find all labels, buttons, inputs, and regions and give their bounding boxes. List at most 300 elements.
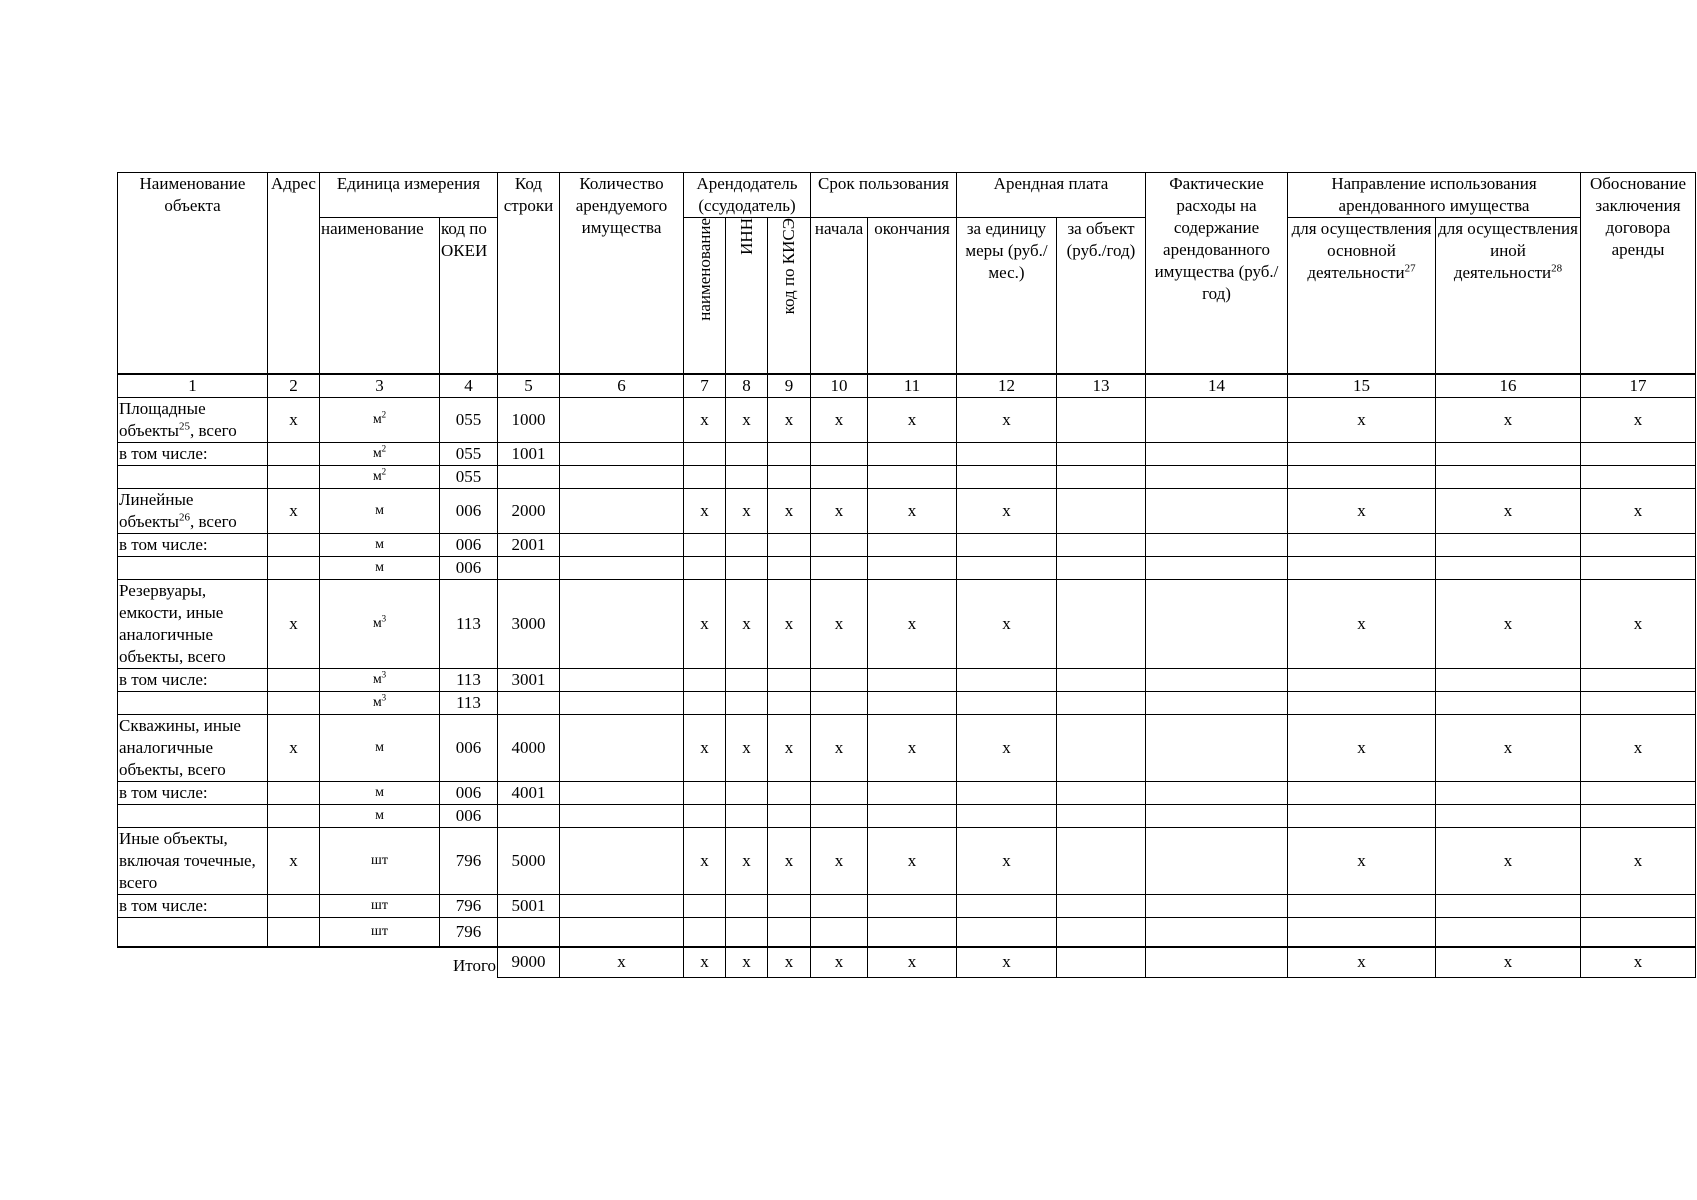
- cell-col-11: [868, 556, 957, 579]
- cell-col-7: x: [684, 579, 726, 668]
- total-row: [118, 947, 1696, 977]
- row-code-cell: 1000: [498, 397, 560, 442]
- header-name: Наименование объекта: [118, 173, 268, 374]
- unit-cell: [320, 894, 440, 917]
- header-justification: Обоснование заключения договора аренды: [1581, 173, 1696, 374]
- unit-name: м: [372, 671, 382, 687]
- okei-code-cell: 006: [440, 556, 498, 579]
- row-code-cell: 3000: [498, 579, 560, 668]
- unit-cell: [320, 917, 440, 947]
- table-row: [118, 714, 1696, 781]
- cell-col-13: [1057, 556, 1146, 579]
- cell-col-8: [726, 894, 768, 917]
- table-row: [118, 465, 1696, 488]
- cell-col-9: x: [768, 488, 811, 533]
- unit-name: м: [375, 784, 384, 800]
- cell-col-7: [684, 465, 726, 488]
- cell-col-14: [1146, 465, 1288, 488]
- unit-cell: [320, 781, 440, 804]
- cell-col-13: [1057, 397, 1146, 442]
- cell-col-14: [1146, 397, 1288, 442]
- quantity-cell: [560, 668, 684, 691]
- okei-code-cell: 006: [440, 533, 498, 556]
- cell-col-13: [1057, 442, 1146, 465]
- quantity-cell: [560, 691, 684, 714]
- column-number: 13: [1057, 374, 1146, 398]
- cell-col-11: x: [868, 714, 957, 781]
- unit-name: м: [372, 615, 382, 631]
- total-cell-9: x: [768, 947, 811, 977]
- column-number: 5: [498, 374, 560, 398]
- header-lessor-kise: код по КИСЭ: [779, 218, 798, 315]
- object-name: в том числе:: [119, 534, 208, 554]
- cell-col-16: [1436, 556, 1581, 579]
- total-cell-12: x: [957, 947, 1057, 977]
- total-row-code: 9000: [498, 947, 560, 977]
- total-cell-11: x: [868, 947, 957, 977]
- column-numbers-row: [118, 374, 1696, 398]
- table-row: [118, 804, 1696, 827]
- unit-name: м: [372, 694, 382, 710]
- address-cell: [268, 894, 320, 917]
- header-direction-other-cell: [1436, 218, 1581, 374]
- cell-col-9: x: [768, 827, 811, 894]
- cell-col-10: [811, 804, 868, 827]
- column-number: 10: [811, 374, 868, 398]
- unit-name: м: [372, 411, 382, 427]
- column-number: 7: [684, 374, 726, 398]
- object-name-suffix: , всего: [189, 420, 237, 440]
- row-code-cell: 2000: [498, 488, 560, 533]
- address-cell: [268, 781, 320, 804]
- quantity-cell: [560, 917, 684, 947]
- unit-exponent: 3: [381, 668, 387, 679]
- cell-col-14: [1146, 917, 1288, 947]
- address-cell: [268, 804, 320, 827]
- total-cell-8: x: [726, 947, 768, 977]
- unit-name: м: [375, 739, 384, 755]
- cell-col-8: x: [726, 579, 768, 668]
- header-lessor-name-cell: [684, 218, 726, 374]
- address-cell: [268, 556, 320, 579]
- header-direction-main-cell: [1288, 218, 1436, 374]
- object-name-cell: [118, 804, 268, 827]
- header-unit-code: код по ОКЕИ: [440, 218, 498, 374]
- cell-col-7: [684, 804, 726, 827]
- cell-col-15: [1288, 781, 1436, 804]
- cell-col-17: [1581, 465, 1696, 488]
- okei-code-cell: 796: [440, 894, 498, 917]
- okei-code-cell: 006: [440, 488, 498, 533]
- cell-col-7: [684, 781, 726, 804]
- row-code-cell: [498, 917, 560, 947]
- table-row: [118, 397, 1696, 442]
- cell-col-9: [768, 691, 811, 714]
- header-lessor-name: наименование: [694, 218, 714, 321]
- cell-col-17: x: [1581, 488, 1696, 533]
- table-row: [118, 533, 1696, 556]
- cell-col-17: [1581, 442, 1696, 465]
- cell-col-10: x: [811, 827, 868, 894]
- cell-col-14: [1146, 804, 1288, 827]
- footnote-ref: 26: [178, 510, 190, 523]
- column-number: 17: [1581, 374, 1696, 398]
- total-label: Итого: [118, 947, 498, 977]
- cell-col-11: x: [868, 827, 957, 894]
- cell-col-16: [1436, 668, 1581, 691]
- cell-col-10: [811, 442, 868, 465]
- object-name-cell: [118, 894, 268, 917]
- cell-col-11: [868, 917, 957, 947]
- cell-col-9: x: [768, 397, 811, 442]
- unit-cell: [320, 804, 440, 827]
- okei-code-cell: 796: [440, 827, 498, 894]
- cell-col-12: [957, 556, 1057, 579]
- cell-col-10: [811, 781, 868, 804]
- address-cell: [268, 442, 320, 465]
- cell-col-14: [1146, 781, 1288, 804]
- cell-col-10: x: [811, 579, 868, 668]
- object-name: Иные объекты, включая точечные, всего: [119, 828, 256, 892]
- unit-cell: [320, 442, 440, 465]
- cell-col-15: [1288, 691, 1436, 714]
- cell-col-8: [726, 533, 768, 556]
- cell-col-17: x: [1581, 827, 1696, 894]
- cell-col-13: [1057, 714, 1146, 781]
- unit-name: м: [375, 807, 384, 823]
- cell-col-15: [1288, 668, 1436, 691]
- cell-col-9: [768, 781, 811, 804]
- cell-col-12: [957, 465, 1057, 488]
- cell-col-13: [1057, 668, 1146, 691]
- cell-col-7: x: [684, 397, 726, 442]
- cell-col-8: [726, 691, 768, 714]
- okei-code-cell: 055: [440, 465, 498, 488]
- object-name: в том числе:: [119, 669, 208, 689]
- cell-col-14: [1146, 894, 1288, 917]
- cell-col-8: [726, 917, 768, 947]
- unit-name: шт: [371, 897, 388, 913]
- cell-col-13: [1057, 691, 1146, 714]
- address-cell: x: [268, 397, 320, 442]
- cell-col-8: [726, 442, 768, 465]
- cell-col-14: [1146, 556, 1288, 579]
- row-code-cell: [498, 691, 560, 714]
- row-code-cell: 2001: [498, 533, 560, 556]
- cell-col-16: x: [1436, 827, 1581, 894]
- unit-cell: [320, 533, 440, 556]
- quantity-cell: [560, 579, 684, 668]
- cell-col-7: [684, 556, 726, 579]
- unit-cell: [320, 827, 440, 894]
- header-quantity: Количество арендуемого имущества: [560, 173, 684, 374]
- cell-col-13: [1057, 465, 1146, 488]
- cell-col-8: x: [726, 397, 768, 442]
- cell-col-12: x: [957, 714, 1057, 781]
- cell-col-9: [768, 556, 811, 579]
- header-lessor: Арендодатель (ссудодатель): [684, 173, 811, 218]
- unit-cell: [320, 397, 440, 442]
- cell-col-9: x: [768, 579, 811, 668]
- total-cell-10: x: [811, 947, 868, 977]
- cell-col-17: x: [1581, 397, 1696, 442]
- cell-col-14: [1146, 533, 1288, 556]
- quantity-cell: [560, 465, 684, 488]
- cell-col-16: [1436, 894, 1581, 917]
- unit-exponent: 2: [381, 442, 387, 453]
- address-cell: [268, 917, 320, 947]
- cell-col-9: [768, 668, 811, 691]
- okei-code-cell: 006: [440, 714, 498, 781]
- cell-col-8: x: [726, 827, 768, 894]
- object-name-cell: [118, 691, 268, 714]
- header-direction-other: для осуществления иной деятельности: [1438, 219, 1578, 282]
- quantity-cell: [560, 827, 684, 894]
- cell-col-8: [726, 668, 768, 691]
- cell-col-14: [1146, 714, 1288, 781]
- header-lessor-inn: ИНН: [736, 218, 756, 255]
- header-rent-object: за объект (руб./год): [1057, 218, 1146, 374]
- cell-col-7: [684, 917, 726, 947]
- cell-col-15: [1288, 465, 1436, 488]
- cell-col-9: [768, 917, 811, 947]
- footnote-27: 27: [1404, 262, 1416, 275]
- object-name-cell: [118, 556, 268, 579]
- quantity-cell: [560, 804, 684, 827]
- object-name-cell: [118, 442, 268, 465]
- header-direction: Направление использования арендованного имущества: [1288, 173, 1581, 218]
- cell-col-12: [957, 691, 1057, 714]
- unit-exponent: 2: [381, 408, 387, 419]
- object-name-cell: [118, 465, 268, 488]
- cell-col-7: [684, 442, 726, 465]
- cell-col-13: [1057, 894, 1146, 917]
- row-code-cell: [498, 804, 560, 827]
- rented-property-table: [117, 172, 1696, 978]
- cell-col-15: [1288, 556, 1436, 579]
- table-row: [118, 579, 1696, 668]
- unit-exponent: 3: [381, 691, 387, 702]
- unit-name: м: [372, 445, 382, 461]
- unit-cell: [320, 488, 440, 533]
- cell-col-14: [1146, 668, 1288, 691]
- header-term: Срок пользования: [811, 173, 957, 218]
- cell-col-17: [1581, 668, 1696, 691]
- object-name-cell: [118, 533, 268, 556]
- cell-col-10: [811, 691, 868, 714]
- row-code-cell: [498, 556, 560, 579]
- cell-col-9: x: [768, 714, 811, 781]
- column-number: 14: [1146, 374, 1288, 398]
- row-code-cell: [498, 465, 560, 488]
- cell-col-15: x: [1288, 714, 1436, 781]
- cell-col-9: [768, 533, 811, 556]
- footnote-28: 28: [1551, 262, 1563, 275]
- cell-col-17: x: [1581, 714, 1696, 781]
- column-number: 11: [868, 374, 957, 398]
- cell-col-12: [957, 894, 1057, 917]
- cell-col-12: [957, 781, 1057, 804]
- total-cell-15: x: [1288, 947, 1436, 977]
- row-code-cell: 5001: [498, 894, 560, 917]
- column-number: 16: [1436, 374, 1581, 398]
- total-cell-14: [1146, 947, 1288, 977]
- cell-col-10: [811, 465, 868, 488]
- cell-col-13: [1057, 827, 1146, 894]
- unit-name: шт: [371, 852, 388, 868]
- okei-code-cell: 113: [440, 668, 498, 691]
- cell-col-7: x: [684, 488, 726, 533]
- row-code-cell: 1001: [498, 442, 560, 465]
- cell-col-15: [1288, 804, 1436, 827]
- header-direction-main: для осуществления основной деятельности: [1291, 219, 1432, 282]
- okei-code-cell: 796: [440, 917, 498, 947]
- cell-col-9: [768, 442, 811, 465]
- object-name-cell: [118, 827, 268, 894]
- okei-code-cell: 006: [440, 804, 498, 827]
- column-number: 15: [1288, 374, 1436, 398]
- cell-col-12: [957, 442, 1057, 465]
- row-code-cell: 4000: [498, 714, 560, 781]
- unit-cell: [320, 579, 440, 668]
- cell-col-12: x: [957, 397, 1057, 442]
- quantity-cell: [560, 781, 684, 804]
- cell-col-15: [1288, 894, 1436, 917]
- cell-col-7: [684, 533, 726, 556]
- cell-col-17: [1581, 804, 1696, 827]
- cell-col-16: [1436, 691, 1581, 714]
- object-name: Скважины, иные аналогичные объекты, всего: [119, 715, 241, 779]
- cell-col-15: x: [1288, 827, 1436, 894]
- table-row: [118, 556, 1696, 579]
- cell-col-13: [1057, 781, 1146, 804]
- header-actual-costs: Фактические расходы на содержание арендованного имущества (руб./год): [1146, 173, 1288, 374]
- column-number: 8: [726, 374, 768, 398]
- header-row-code: Код строки: [498, 173, 560, 374]
- cell-col-13: [1057, 917, 1146, 947]
- object-name-cell: [118, 781, 268, 804]
- cell-col-15: x: [1288, 488, 1436, 533]
- column-number: 2: [268, 374, 320, 398]
- column-number: 4: [440, 374, 498, 398]
- total-cell-13: [1057, 947, 1146, 977]
- unit-cell: [320, 691, 440, 714]
- cell-col-10: [811, 917, 868, 947]
- cell-col-15: [1288, 442, 1436, 465]
- cell-col-16: x: [1436, 488, 1581, 533]
- cell-col-13: [1057, 533, 1146, 556]
- okei-code-cell: 113: [440, 579, 498, 668]
- cell-col-8: [726, 781, 768, 804]
- cell-col-14: [1146, 579, 1288, 668]
- cell-col-11: [868, 442, 957, 465]
- cell-col-17: [1581, 533, 1696, 556]
- column-number: 12: [957, 374, 1057, 398]
- header-rent-unit: за единицу меры (руб./мес.): [957, 218, 1057, 374]
- cell-col-13: [1057, 488, 1146, 533]
- object-name-cell: [118, 579, 268, 668]
- total-cell-6: x: [560, 947, 684, 977]
- cell-col-11: [868, 691, 957, 714]
- object-name-suffix: , всего: [189, 511, 237, 531]
- cell-col-12: x: [957, 579, 1057, 668]
- cell-col-17: [1581, 917, 1696, 947]
- okei-code-cell: 113: [440, 691, 498, 714]
- cell-col-11: x: [868, 579, 957, 668]
- header-term-start: начала: [811, 218, 868, 374]
- cell-col-11: [868, 668, 957, 691]
- cell-col-7: [684, 691, 726, 714]
- cell-col-7: [684, 668, 726, 691]
- object-name: в том числе:: [119, 782, 208, 802]
- object-name-cell: [118, 488, 268, 533]
- cell-col-12: [957, 804, 1057, 827]
- cell-col-8: [726, 804, 768, 827]
- quantity-cell: [560, 488, 684, 533]
- cell-col-17: [1581, 691, 1696, 714]
- column-number: 3: [320, 374, 440, 398]
- table-row: [118, 488, 1696, 533]
- row-code-cell: 4001: [498, 781, 560, 804]
- cell-col-10: [811, 533, 868, 556]
- address-cell: [268, 533, 320, 556]
- header-unit: Единица измерения: [320, 173, 498, 218]
- quantity-cell: [560, 442, 684, 465]
- object-name-cell: [118, 917, 268, 947]
- unit-exponent: 3: [381, 612, 387, 623]
- okei-code-cell: 055: [440, 397, 498, 442]
- cell-col-17: [1581, 894, 1696, 917]
- table-row: [118, 827, 1696, 894]
- cell-col-10: x: [811, 488, 868, 533]
- unit-name: м: [372, 468, 382, 484]
- cell-col-10: [811, 668, 868, 691]
- cell-col-12: x: [957, 488, 1057, 533]
- address-cell: x: [268, 579, 320, 668]
- header-lessor-kise-cell: [768, 218, 811, 374]
- cell-col-7: x: [684, 827, 726, 894]
- cell-col-10: x: [811, 397, 868, 442]
- cell-col-17: [1581, 556, 1696, 579]
- column-number: 1: [118, 374, 268, 398]
- cell-col-15: [1288, 533, 1436, 556]
- cell-col-16: [1436, 465, 1581, 488]
- cell-col-16: [1436, 533, 1581, 556]
- column-number: 6: [560, 374, 684, 398]
- cell-col-16: [1436, 804, 1581, 827]
- cell-col-10: x: [811, 714, 868, 781]
- total-cell-16: x: [1436, 947, 1581, 977]
- cell-col-9: [768, 465, 811, 488]
- cell-col-11: [868, 894, 957, 917]
- unit-exponent: 2: [381, 465, 387, 476]
- okei-code-cell: 006: [440, 781, 498, 804]
- address-cell: [268, 668, 320, 691]
- unit-cell: [320, 714, 440, 781]
- cell-col-12: [957, 533, 1057, 556]
- unit-cell: [320, 556, 440, 579]
- cell-col-9: [768, 804, 811, 827]
- object-name-cell: [118, 397, 268, 442]
- cell-col-16: x: [1436, 714, 1581, 781]
- table-row: [118, 894, 1696, 917]
- table-row: [118, 442, 1696, 465]
- quantity-cell: [560, 714, 684, 781]
- quantity-cell: [560, 397, 684, 442]
- cell-col-8: x: [726, 488, 768, 533]
- footnote-ref: 25: [178, 419, 190, 432]
- unit-cell: [320, 465, 440, 488]
